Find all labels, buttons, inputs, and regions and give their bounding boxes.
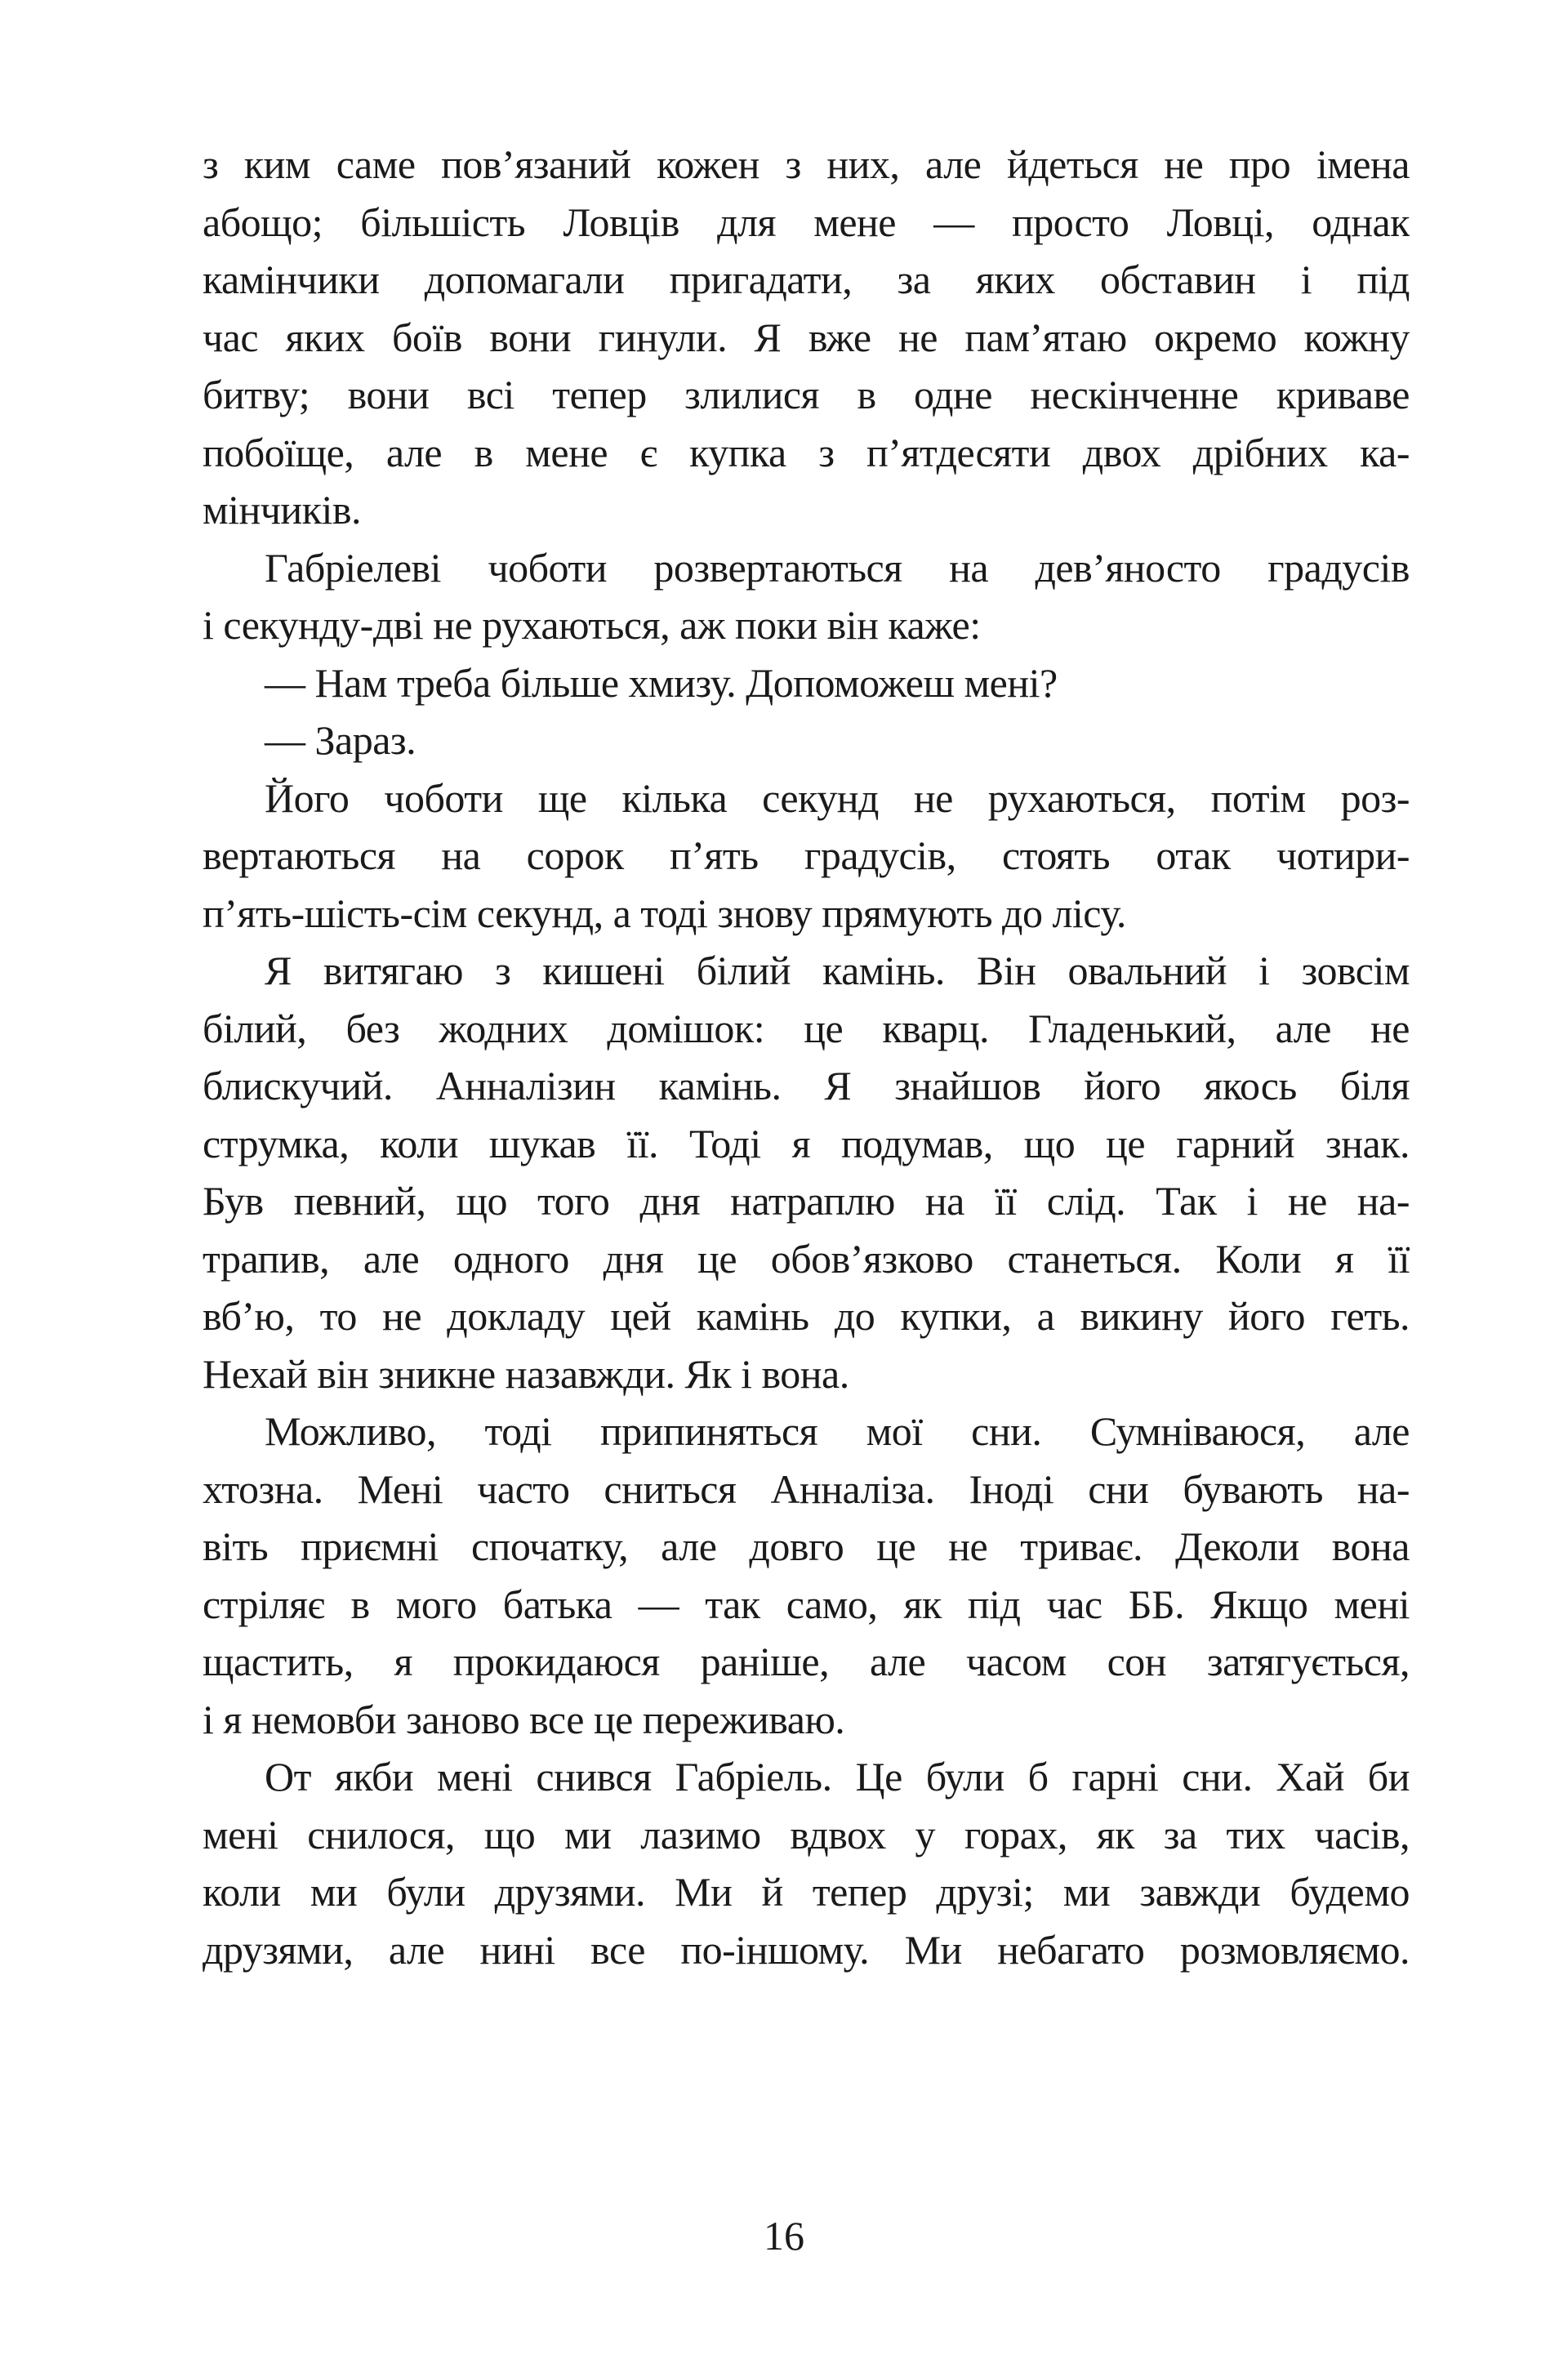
text-line: мінчиків. xyxy=(203,487,361,533)
text-line: і секунду-дві не рухаються, аж поки він каже: xyxy=(203,602,981,648)
text-line: От якби мені снився Габріель. Це були б гарні сни. Хай би xyxy=(265,1754,1410,1799)
text-line: трапив, але одного дня це обов’язково станеться. Коли я її xyxy=(203,1235,1410,1282)
text-line: білий, без жодних домішок: це кварц. Гладенький, але не xyxy=(203,1005,1410,1051)
text-line: Можливо, тоді припиняться мої сни. Сумніваюся, але xyxy=(265,1408,1410,1454)
text-line: блискучий. Анналізин камінь. Я знайшов його якось біля xyxy=(203,1063,1410,1108)
text-line: Нехай він зникне назавжди. Як і вона. xyxy=(203,1350,849,1397)
text-line: віть приємні спочатку, але довго це не триває. Деколи вона xyxy=(203,1523,1410,1569)
text-line: Був певний, що того дня натраплю на її слід. Так і не на- xyxy=(203,1178,1410,1224)
page-number: 16 xyxy=(764,2213,804,2259)
text-line: час яких боїв вони гинули. Я вже не пам’ятаю окремо кожну xyxy=(203,314,1410,360)
text-line: мені снилося, що ми лазимо вдвох у горах, як за тих часів, xyxy=(203,1811,1410,1857)
text-line: камінчики допомагали пригадати, за яких обставин і під xyxy=(203,256,1410,302)
text-line: побоїще, але в мене є купка з п’ятдесяти двох дрібних ка- xyxy=(203,429,1410,475)
text-line: абощо; більшість Ловців для мене — просто Ловці, однак xyxy=(203,198,1410,245)
text-line: хтозна. Мені часто сниться Анналіза. Іноді сни бувають на- xyxy=(203,1465,1410,1512)
text-line: вб’ю, то не докладу цей камінь до купки, а викину його геть. xyxy=(203,1293,1410,1339)
text-line: з ким саме пов’язаний кожен з них, але йдеться не про імена xyxy=(203,141,1410,187)
dialogue-line: — Зараз. xyxy=(265,717,416,763)
dialogue-line: — Нам треба більше хмизу. Допоможеш мені? xyxy=(265,659,1058,706)
text-line: струмка, коли шукав її. Тоді я подумав, що це гарний знак. xyxy=(203,1120,1410,1166)
text-line: п’ять-шість-сім секунд, а тоді знову прямують до лісу. xyxy=(203,890,1126,936)
text-line: Габріелеві чоботи розвертаються на дев’яносто градусів xyxy=(265,544,1410,591)
text-line: коли ми були друзями. Ми й тепер друзі; ми завжди будемо xyxy=(203,1869,1410,1915)
text-line: друзями, але нині все по-іншому. Ми небагато розмовляємо. xyxy=(203,1926,1410,1973)
text-line: Його чоботи ще кілька секунд не рухаються, потім роз- xyxy=(265,774,1410,821)
text-line: і я немовби заново все це переживаю. xyxy=(203,1696,845,1742)
text-line: битву; вони всі тепер злилися в одне нескінченне криваве xyxy=(203,372,1410,417)
page-body xyxy=(203,136,1410,1978)
text-line: стріляє в мого батька — так само, як під час ББ. Якщо мені xyxy=(203,1581,1410,1627)
text-line: щастить, я прокидаюся раніше, але часом сон затягується, xyxy=(203,1639,1410,1684)
text-line: вертаються на сорок п’ять градусів, стоять отак чотири- xyxy=(203,832,1410,878)
text-line: Я витягаю з кишені білий камінь. Він овальний і зовсім xyxy=(265,948,1410,993)
